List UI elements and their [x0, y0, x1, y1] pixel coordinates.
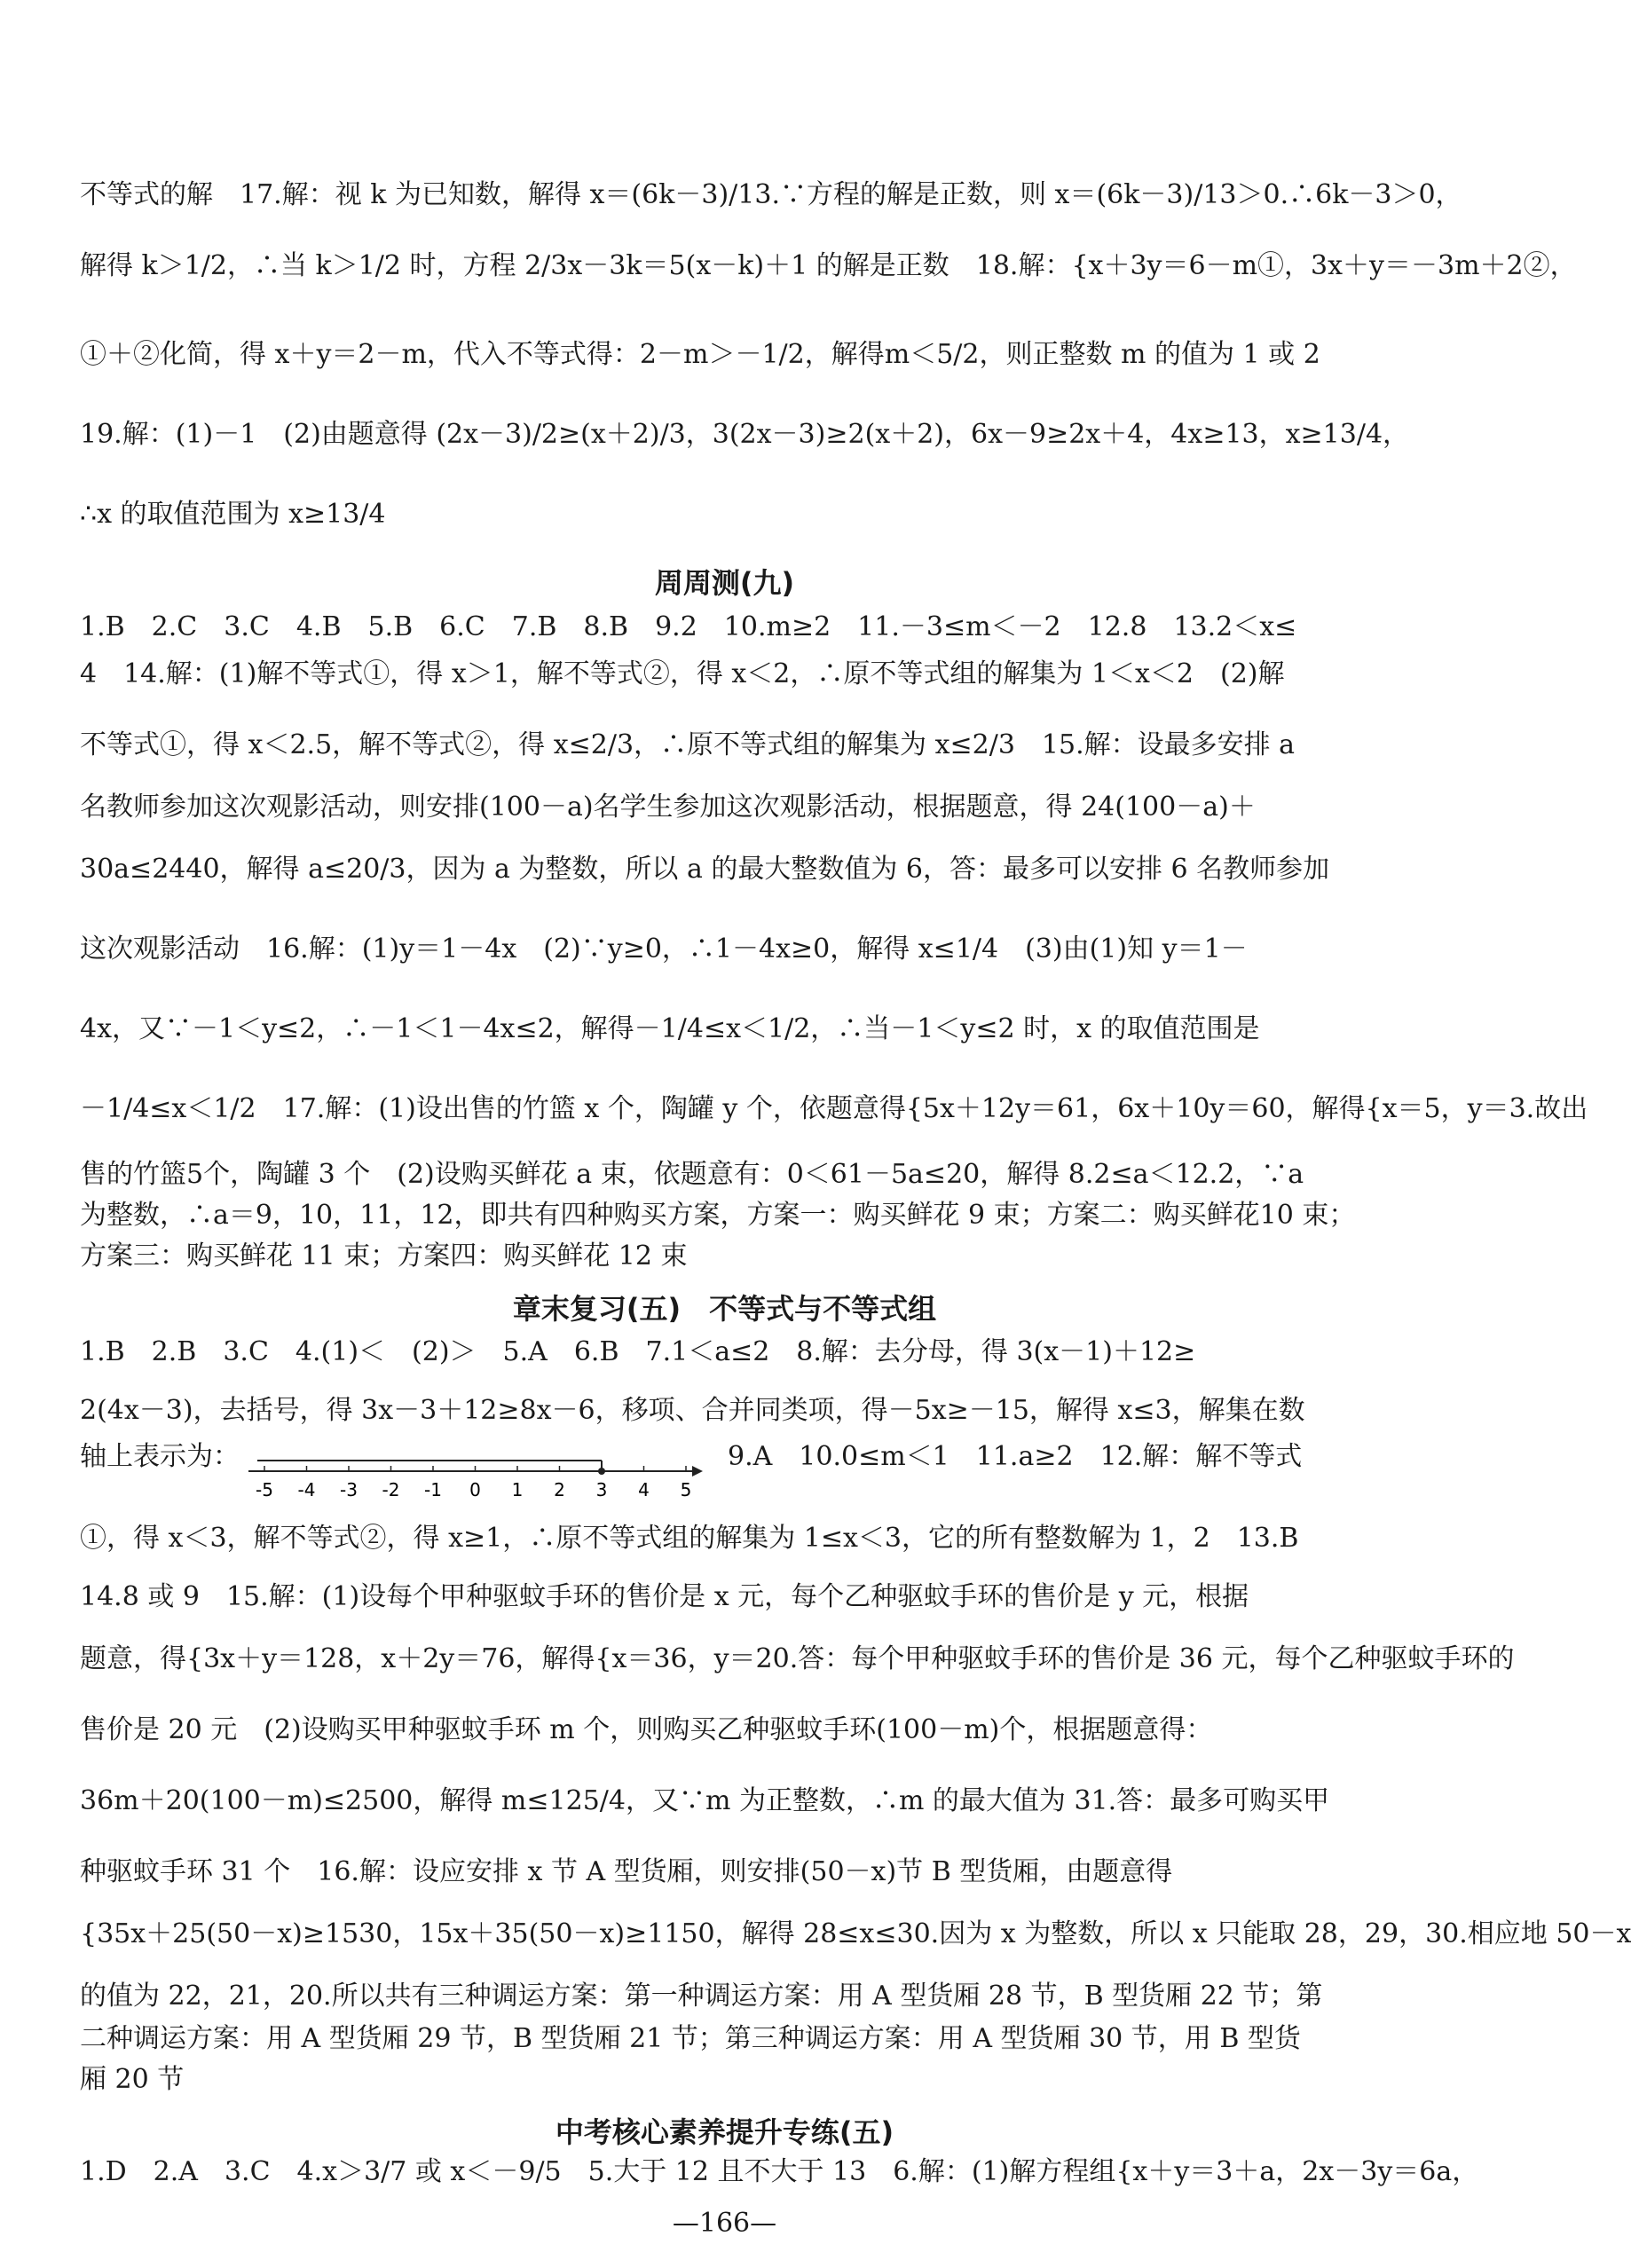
text-line: 14.8 或 9 15.解：(1)设每个甲种驱蚊手环的售价是 x 元，每个乙种驱蚊手环的售价是 y 元，根据 [80, 1581, 1249, 1612]
text-line: 4x，又∵－1＜y≤2，∴－1＜1－4x≤2，解得－1/4≤x＜1/2，∴当－1＜y≤2 时，x 的取值范围是 [80, 1013, 1260, 1044]
page-number: —166— [672, 2208, 777, 2239]
text-line: 解得 k＞1/2，∴当 k＞1/2 时，方程 2/3x－3k＝5(x－k)＋1 的解是正数 18.解：{x＋3y＝6－m①，3x＋y＝－3m＋2②， [80, 250, 1577, 281]
text-line: 不等式的解 17.解：视 k 为已知数，解得 x＝(6k－3)/13.∵方程的解是正数，则 x＝(6k－3)/13＞0.∴6k－3＞0， [80, 179, 1462, 210]
text-line: 36m＋20(100－m)≤2500，解得 m≤125/4，又∵m 为正整数，∴m 的最大值为 31.答：最多可购买甲 [80, 1785, 1330, 1816]
text-line: 名教师参加这次观影活动，则安排(100－a)名学生参加这次观影活动，根据题意，得 24(100－a)＋ [80, 791, 1256, 823]
section-heading: 周周测(九) [654, 566, 795, 600]
text-line: 不等式①，得 x＜2.5，解不等式②，得 x≤2/3，∴原不等式组的解集为 x≤2/3 15.解：设最多安排 a [80, 729, 1296, 760]
text-line: 厢 20 节 [80, 2064, 185, 2095]
tick-label: -5 [256, 1479, 273, 1500]
text-line: 方案三：购买鲜花 11 束；方案四：购买鲜花 12 束 [80, 1240, 688, 1272]
text-line: 这次观影活动 16.解：(1)y＝1－4x (2)∵y≥0，∴1－4x≥0，解得 x≤1/4 (3)由(1)知 y＝1－ [80, 933, 1248, 965]
text-line: 为整数，∴a＝9，10，11，12，即共有四种购买方案，方案一：购买鲜花 9 束；方案二：购买鲜花10 束； [80, 1200, 1356, 1231]
tick-label: 0 [469, 1479, 481, 1500]
text-line: 19.解：(1)－1 (2)由题意得 (2x－3)/2≥(x＋2)/3，3(2x－3)≥2(x＋2)，6x－9≥2x＋4，4x≥13，x≥13/4， [80, 419, 1410, 450]
text-line: 题意，得{3x＋y＝128，x＋2y＝76，解得{x＝36，y＝20.答：每个甲种驱蚊手环的售价是 36 元，每个乙种驱蚊手环的 [80, 1643, 1515, 1674]
text-line: 2(4x－3)，去括号，得 3x－3＋12≥8x－6，移项、合并同类项，得－5x≥－15，解得 x≤3，解集在数 [80, 1395, 1305, 1426]
text-line: 种驱蚊手环 31 个 16.解：设应安排 x 节 A 型货厢，则安排(50－x)节 B 型货厢，由题意得 [80, 1856, 1173, 1887]
tick-label: 5 [680, 1479, 692, 1500]
text-line: 1.B 2.C 3.C 4.B 5.B 6.C 7.B 8.B 9.2 10.m≥2 11.－3≤m＜－2 12.8 13.2＜x≤ [80, 611, 1297, 642]
section-heading: 中考核心素养提升专练(五) [555, 2115, 894, 2149]
text-line: 1.D 2.A 3.C 4.x＞3/7 或 x＜－9/5 5.大于 12 且不大于 13 6.解：(1)解方程组{x＋y＝3＋a，2x－3y＝6a， [80, 2156, 1479, 2187]
number-line [248, 1453, 710, 1516]
text-line: 1.B 2.B 3.C 4.(1)＜ (2)＞ 5.A 6.B 7.1＜a≤2 8.解：去分母，得 3(x－1)＋12≥ [80, 1336, 1196, 1367]
text-line: 30a≤2440，解得 a≤20/3，因为 a 为整数，所以 a 的最大整数值为 6，答：最多可以安排 6 名教师参加 [80, 854, 1330, 885]
section-heading: 章末复习(五) 不等式与不等式组 [512, 1292, 937, 1326]
tick-label: 2 [554, 1479, 565, 1500]
text-line: 二种调运方案：用 A 型货厢 29 节，B 型货厢 21 节；第三种调运方案：用 A 型货厢 30 节，用 B 型货 [80, 2023, 1301, 2054]
tick-label: 4 [638, 1479, 650, 1500]
text-line: 售价是 20 元 (2)设购买甲种驱蚊手环 m 个，则购买乙种驱蚊手环(100－m)个，根据题意得： [80, 1714, 1213, 1745]
text-line: －1/4≤x＜1/2 17.解：(1)设出售的竹篮 x 个，陶罐 y 个，依题意得{5x＋12y＝61，6x＋10y＝60，解得{x＝5，y＝3.故出 [80, 1093, 1588, 1124]
tick-label: 1 [511, 1479, 524, 1500]
tick-label: -4 [297, 1479, 316, 1500]
text-line: 轴上表示为： [80, 1441, 240, 1472]
arrow-icon [692, 1466, 703, 1477]
text-line: ∴x 的取值范围为 x≥13/4 [80, 499, 386, 530]
text-line: ①，得 x＜3，解不等式②，得 x≥1，∴原不等式组的解集为 1≤x＜3，它的所有整数解为 1，2 13.B [80, 1523, 1299, 1554]
text-line: ①＋②化简，得 x＋y＝2－m，代入不等式得：2－m＞－1/2，解得m＜5/2，则正整数 m 的值为 1 或 2 [80, 339, 1320, 370]
text-line: 售的竹篮5个，陶罐 3 个 (2)设购买鲜花 a 束，依题意有：0＜61－5a≤20，解得 8.2≤a＜12.2，∵a [80, 1159, 1304, 1190]
text-line: 9.A 10.0≤m＜1 11.a≥2 12.解：解不等式 [728, 1441, 1303, 1472]
tick-label: -3 [340, 1479, 358, 1500]
tick-label: -1 [424, 1479, 442, 1500]
text-line: 的值为 22，21，20.所以共有三种调运方案：第一种调运方案：用 A 型货厢 28 节，B 型货厢 22 节；第 [80, 1981, 1323, 2012]
tick-label: -2 [382, 1479, 400, 1500]
text-line: 4 14.解：(1)解不等式①，得 x＞1，解不等式②，得 x＜2，∴原不等式组的解集为 1＜x＜2 (2)解 [80, 658, 1285, 689]
text-line: {35x＋25(50－x)≥1530，15x＋35(50－x)≥1150，解得 28≤x≤30.因为 x 为整数，所以 x 只能取 28，29，30.相应地 50－x [80, 1918, 1631, 1949]
tick-label: 3 [595, 1479, 608, 1500]
